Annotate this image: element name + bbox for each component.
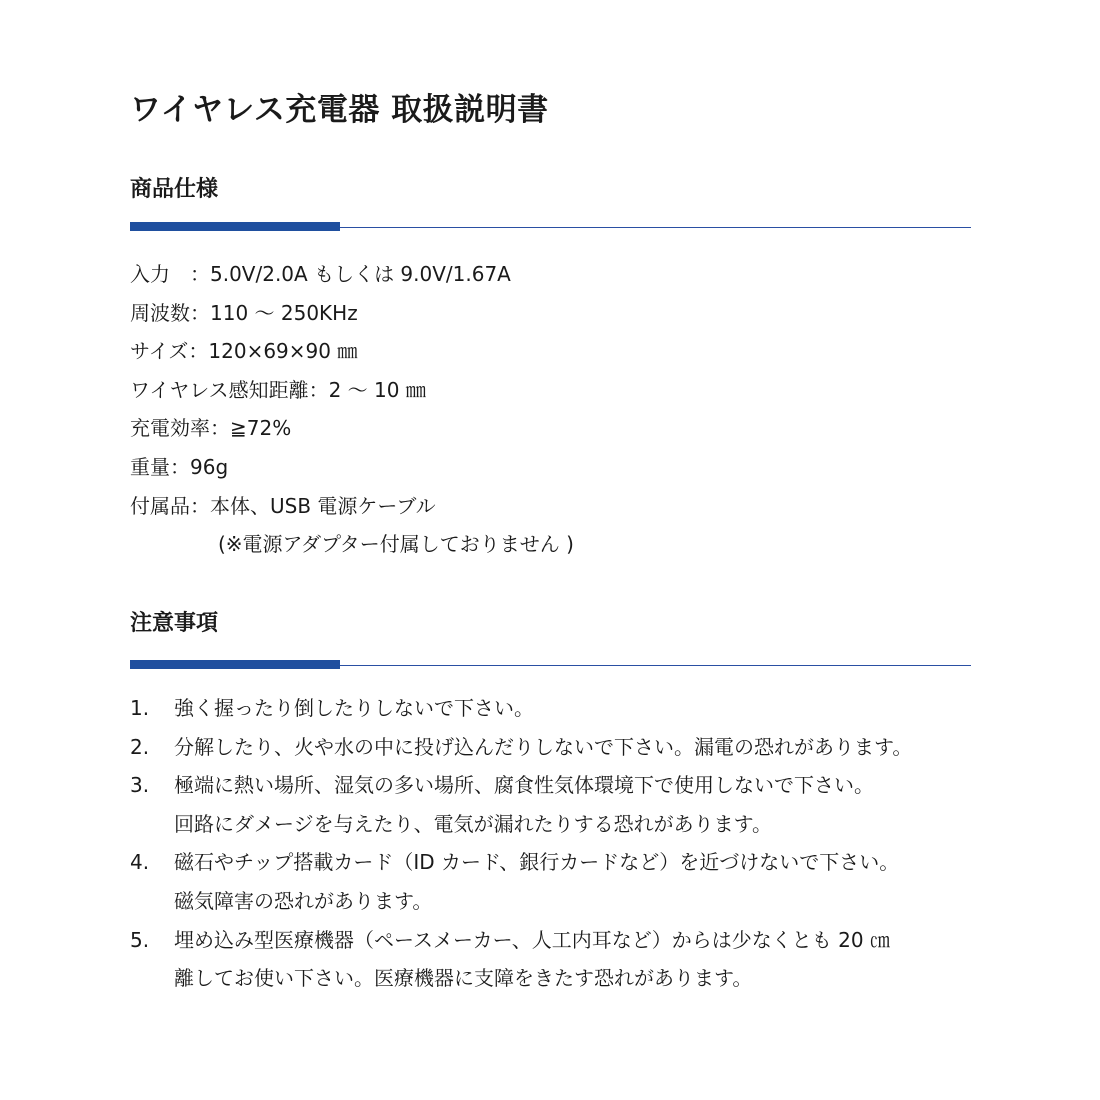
spec-row-sensing-distance: ワイヤレス感知距離：2 ～ 10 ㎜ [130, 377, 426, 402]
spec-list [130, 255, 574, 564]
note-number: 4. [130, 850, 150, 875]
note-number: 1. [130, 696, 150, 720]
notes-heading-rule [130, 660, 971, 669]
notes-heading: 注意事項 [130, 611, 219, 636]
note-item-5 [130, 921, 912, 998]
spec-row-frequency: 周波数：110 ～ 250KHz [130, 300, 358, 325]
spec-row-efficiency: 充電効率：≧72% [130, 416, 292, 441]
spec-row-accessories: 付属品：本体、USB 電源ケーブル [130, 493, 436, 518]
document-title: ワイヤレス充電器 取扱説明書 [130, 92, 549, 128]
note-continuation: 磁気障害の恐れがあります。 [174, 888, 433, 913]
spec-row-input: 入力 ：5.0V/2.0A もしくは 9.0V/1.67A [130, 262, 511, 286]
note-line [130, 766, 912, 805]
note-item-4 [130, 843, 912, 920]
note-line [130, 728, 912, 767]
note-item-3 [130, 766, 912, 843]
manual-page [130, 0, 975, 1100]
spec-row-accessories-note: (※電源アダプター付属しておりません ) [218, 532, 574, 557]
note-text: 埋め込み型医療機器（ペースメーカー、人工内耳など）からは少なくとも 20 ㎝ [174, 927, 890, 952]
spec-row-size: サイズ：120×69×90 ㎜ [130, 339, 358, 364]
note-text: 分解したり、火や水の中に投げ込んだりしないで下さい。漏電の恐れがあります。 [174, 734, 913, 759]
note-continuation: 回路にダメージを与えたり、電気が漏れたりする恐れがあります。 [174, 811, 772, 836]
note-line [130, 843, 912, 882]
note-line [130, 689, 912, 728]
notes-list [130, 689, 912, 998]
note-number: 5. [130, 927, 150, 952]
note-item-1 [130, 689, 912, 728]
note-number: 2. [130, 734, 150, 759]
rule-accent-bar [130, 222, 340, 231]
specs-heading: 商品仕様 [130, 177, 219, 202]
note-line [130, 921, 912, 960]
note-text: 磁石やチップ搭載カード（ID カード、銀行カードなど）を近づけないで下さい。 [174, 850, 900, 875]
note-text: 極端に熱い場所、湿気の多い場所、腐食性気体環境下で使用しないで下さい。 [174, 773, 874, 798]
specs-heading-rule [130, 222, 971, 231]
note-text: 強く握ったり倒したりしないで下さい。 [174, 696, 534, 720]
rule-accent-bar [130, 660, 340, 669]
spec-row-weight: 重量：96g [130, 454, 229, 479]
note-continuation: 離してお使い下さい。医療機器に支障をきたす恐れがあります。 [174, 966, 753, 991]
note-number: 3. [130, 773, 150, 798]
note-item-2 [130, 728, 912, 767]
